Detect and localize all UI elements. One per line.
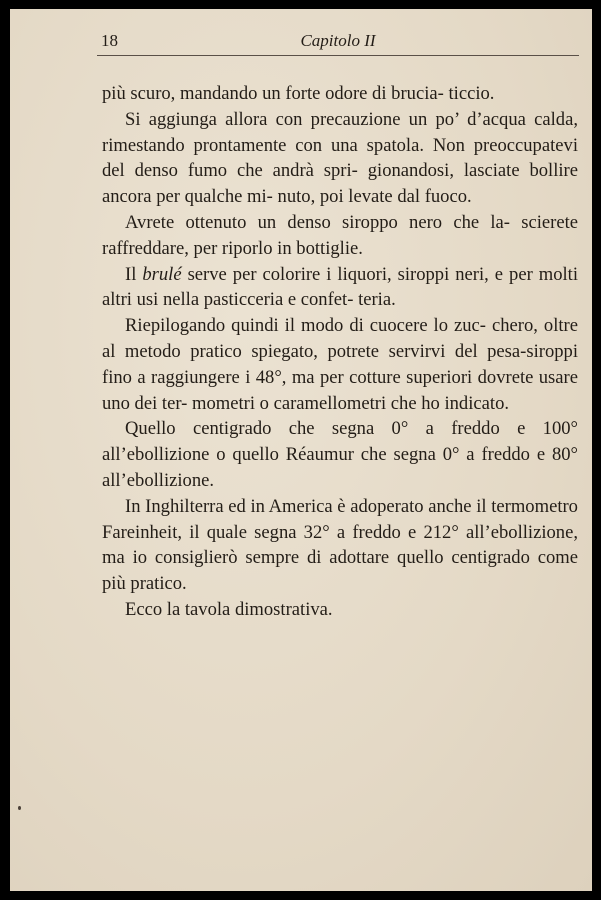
text-line: calda, rimestando prontamente con una spatola. — [102, 108, 578, 156]
text-line: Avrete ottenuto un denso siroppo nero che la- — [125, 211, 510, 233]
page-number: 18 — [101, 31, 118, 50]
text-line: freddo e 212° all’ebollizione, ma io consiglierò — [102, 521, 578, 569]
text-line: nuto, poi levate dal fuoco. — [277, 186, 472, 208]
text-line: mometri o caramellometri che ho indicato. — [192, 392, 510, 414]
text-line: In Inghilterra ed in America è adoperato anche — [125, 495, 472, 517]
ink-speck — [18, 806, 21, 810]
text-line: chero, oltre al metodo pratico spiegato, potrete — [102, 315, 578, 362]
text-lead: Il — [125, 263, 143, 285]
body-text — [102, 81, 578, 623]
text-line: teria. — [358, 289, 396, 311]
paragraph-2 — [102, 107, 578, 210]
paragraph-5 — [102, 313, 578, 416]
text-line: gionandosi, lasciate bollire ancora per qualche mi- — [102, 160, 578, 208]
paragraph-1 — [102, 81, 578, 107]
text-line: Quello centigrado che segna 0° a freddo e 100° — [125, 418, 578, 440]
text-line: serve per colorire i liquori, siroppi neri, — [181, 263, 489, 285]
text-line: all’ebollizione o quello Réaumur che segna 0° a — [102, 444, 475, 466]
italic-term-brule: brulé — [142, 263, 182, 285]
running-header — [97, 29, 579, 56]
paragraph-4 — [102, 262, 578, 314]
text-line: Si aggiunga allora con precauzione un po’ d’acqua — [125, 108, 526, 130]
paragraph-3 — [102, 210, 578, 262]
text-line: ticcio. — [448, 83, 495, 104]
paragraph-8 — [102, 597, 578, 623]
text-line: scierete raffreddare, per riporlo in bottiglie. — [102, 211, 578, 259]
text-line: più scuro, mandando un forte odore di brucia- — [102, 83, 444, 104]
text-line: il termometro Fareinheit, il quale segna 32° a — [102, 495, 578, 543]
text-line: ma per cotture superiori dovrete usare uno dei ter- — [102, 366, 578, 414]
book-page — [10, 9, 592, 891]
text-line: Ecco la tavola dimostrativa. — [125, 598, 333, 620]
text-line: e per molti altri usi nella pasticceria e confet- — [102, 263, 578, 311]
paragraph-7 — [102, 494, 578, 597]
text-line: sempre di adottare quello centigrado come più — [102, 547, 578, 595]
text-line: pratico. — [130, 573, 187, 595]
text-line: Non preoccupatevi del denso fumo che andrà spri- — [102, 134, 578, 182]
text-line: Riepilogando quindi il modo di cuocere lo zuc- — [125, 315, 486, 337]
text-line: freddo e 80° all’ebollizione. — [102, 444, 578, 491]
paragraph-6 — [102, 416, 578, 493]
chapter-title: Capitolo II — [300, 31, 376, 50]
text-line: servirvi del pesa-siroppi fino a raggiungere i 48°, — [102, 340, 578, 388]
